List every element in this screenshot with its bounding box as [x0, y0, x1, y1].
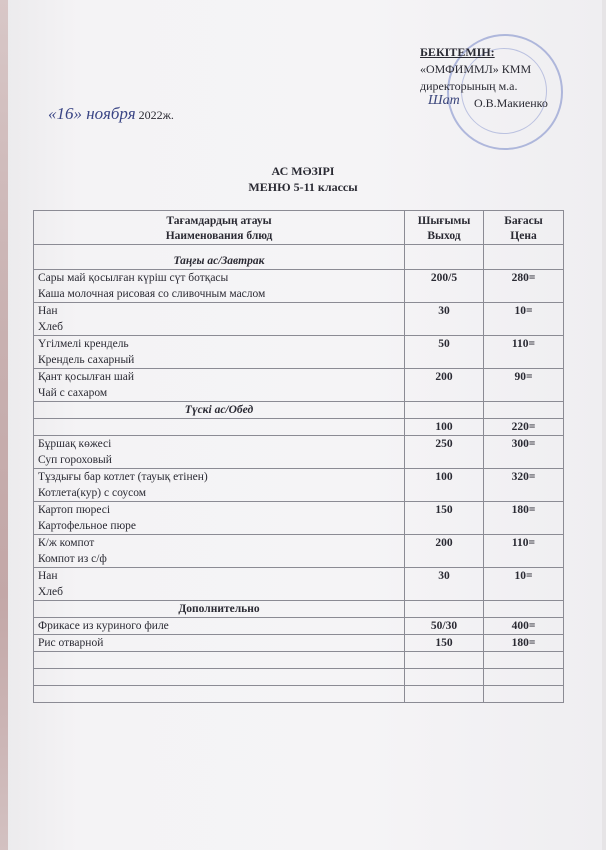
dish-output: 30: [405, 568, 484, 601]
dish-kz: Нан: [38, 570, 58, 582]
dish-ru: Котлета(кур) с соусом: [38, 487, 147, 499]
dish-output: 100: [405, 419, 484, 436]
dish-kz: Бұршақ көжесі: [38, 438, 112, 450]
section-additional: [34, 601, 564, 618]
dish-output: 200/5: [405, 270, 484, 303]
dish-price: 180=: [484, 502, 564, 535]
table-row: [34, 568, 564, 601]
section-breakfast-label: Таңғы ас/Завтрак: [34, 245, 405, 270]
dish-output: 150: [405, 502, 484, 535]
approval-position: директорының м.а.: [420, 79, 518, 93]
dish-output: 30: [405, 303, 484, 336]
table-row: [34, 635, 564, 652]
dish-price: 220=: [484, 419, 564, 436]
section-lunch: [34, 402, 564, 419]
header-name-ru: Наименования блюд: [165, 230, 273, 242]
empty-row: [34, 652, 564, 669]
dish-kz: К/ж компот: [38, 537, 95, 549]
dish-output: 150: [405, 635, 484, 652]
dish-ru: Картофельное пюре: [38, 520, 137, 532]
approval-name: О.В.Макиенко: [474, 96, 548, 110]
table-row: [34, 369, 564, 402]
dish-output: 50: [405, 336, 484, 369]
table-row: [34, 618, 564, 635]
dish-output: 250: [405, 436, 484, 469]
dish-ru: Крендель сахарный: [38, 354, 135, 366]
dish-kz: Нан: [38, 305, 58, 317]
header-price-kz: Бағасы: [504, 215, 543, 227]
header-name-kz: Тағамдардың атауы: [166, 215, 272, 227]
dish-ru: Компот из с/ф: [38, 553, 107, 565]
dish-price: 10=: [484, 303, 564, 336]
table-header: [34, 211, 564, 245]
dish-name: Фрикасе из куриного филе: [34, 618, 405, 635]
dish-ru: Хлеб: [38, 321, 63, 333]
dish-kz: Қант қосылған шай: [38, 371, 134, 383]
section-additional-label: Дополнительно: [34, 601, 405, 618]
dish-price: 280=: [484, 270, 564, 303]
dish-price: 180=: [484, 635, 564, 652]
dish-price: 110=: [484, 535, 564, 568]
table-row: [34, 436, 564, 469]
section-lunch-label: Түскі ас/Обед: [34, 402, 405, 419]
approval-title: БЕКІТЕМІН:: [420, 45, 495, 59]
menu-title-ru: МЕНЮ 5-11 классы: [248, 180, 358, 194]
empty-row: [34, 686, 564, 703]
table-row: [34, 336, 564, 369]
dish-ru: Чай с сахаром: [38, 387, 108, 399]
dish-kz: Картоп пюресі: [38, 504, 111, 516]
approval-org: «ОМФИММЛ» КММ: [420, 62, 532, 76]
dish-price: 90=: [484, 369, 564, 402]
header-output-kz: Шығымы: [417, 215, 471, 227]
document-date: [48, 104, 174, 124]
signature: Шат: [428, 93, 460, 108]
date-year: 2022ж.: [138, 108, 174, 122]
dish-output: 100: [405, 469, 484, 502]
dish-output: 200: [405, 535, 484, 568]
dish-kz: Тұздығы бар котлет (тауық етінен): [38, 471, 208, 483]
header-output-ru: Выход: [427, 230, 461, 242]
left-edge: [0, 0, 8, 850]
dish-price: 300=: [484, 436, 564, 469]
dish-output: 200: [405, 369, 484, 402]
dish-price: 400=: [484, 618, 564, 635]
header-price-ru: Цена: [510, 230, 537, 242]
dish-price: 10=: [484, 568, 564, 601]
section-breakfast: [34, 245, 564, 270]
table-row: [34, 502, 564, 535]
dish-ru: Хлеб: [38, 586, 63, 598]
dish-price: 110=: [484, 336, 564, 369]
table-row: [34, 469, 564, 502]
dish-price: 320=: [484, 469, 564, 502]
table-row: [34, 419, 564, 436]
dish-name: Рис отварной: [34, 635, 405, 652]
table-row: [34, 303, 564, 336]
dish-output: 50/30: [405, 618, 484, 635]
empty-row: [34, 669, 564, 686]
date-handwritten: «16» ноября: [48, 104, 136, 123]
dish-kz: Үгілмелі крендель: [38, 338, 129, 350]
dish-ru: Каша молочная рисовая со сливочным маслом: [38, 288, 266, 300]
menu-title-kz: АС МӘЗІРІ: [271, 164, 335, 178]
table-row: [34, 535, 564, 568]
dish-ru: Суп гороховый: [38, 454, 112, 466]
menu-table: [33, 210, 564, 703]
dish-kz: Сары май қосылған күріш сүт ботқасы: [38, 272, 229, 284]
table-row: [34, 270, 564, 303]
